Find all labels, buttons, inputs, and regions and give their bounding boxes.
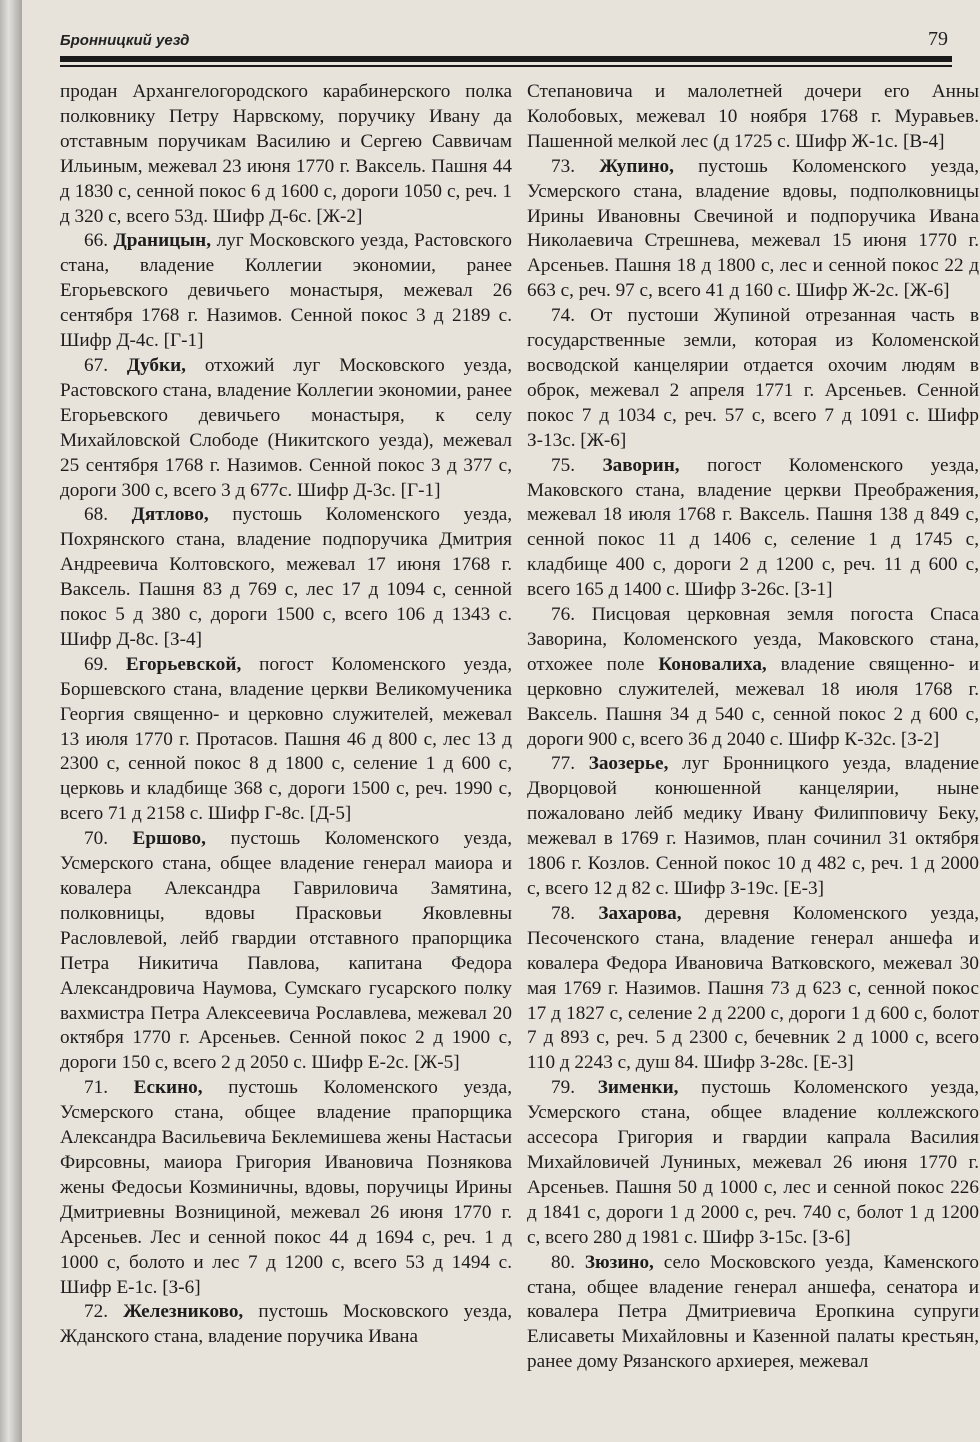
entry-paragraph [60,827,512,1076]
running-title: Бронницкий уезд [60,32,190,49]
entry-paragraph [527,80,979,155]
entry-number: 70. [84,828,133,850]
entry-text: отхожий луг Московского уезда, Растовского стана, владение Коллегии экономии, ранее Егорьевского девичьего монастыря, к селу Михайловской Слободе (Никитского уезда), межевал 25 сентября 1768 г. Назимов. Сенной покос 3 д 377 с, дороги 300 с, всего 3 д 677с. Шифр Д-3с. [Г-1] [60,354,512,501]
book-page-edge [0,0,23,1442]
header-rule [60,56,952,62]
entry-text: пустошь Коломенского уезда, Усмерского стана, общее владение коллежского ассесора Григория и гвардии капрала Василия Михайловичей Луниных, межевал 26 июня 1770 г. Арсеньев. Пашня 50 д 1000 с, лес и сенной покос 226 д 1841 с, дороги 1 д 2000 с, реч. 740 с, болот 1 д 1200 с, всего 280 д 1981 с. Шифр З-15с. [З-6] [527,1077,980,1248]
entry-text: пустошь Коломенского уезда, Усмерского стана, владение вдовы, подполковницы Ирины Ивановны Свечиной и подпоручика Ивана Николаевича Стрешнева, межевал 15 июня 1770 г. Арсеньев. Пашня 18 д 1800 с, лес и сенной покос 22 д 663 с, реч. 97 с, всего 41 д 160 с. Шифр Ж-2с. [Ж-6] [527,155,980,302]
page-number: 79 [928,28,948,50]
entry-number: 77. [551,753,589,775]
entry-name: Егорьевской, [125,653,242,675]
entry-number: 79. [551,1077,598,1099]
text-columns [50,80,980,1440]
entry-name: Заозерье, [588,753,669,775]
entry-name: Зименки, [597,1077,679,1099]
entry-name: Жупино, [599,155,674,177]
entry-paragraph [527,1076,979,1250]
entry-paragraph [527,603,979,752]
entry-text: луг Московского уезда, Растовского стана, владение Коллегии экономии, ранее Егорьевского девичьего монастыря, межевал 26 сентября 1768 г. Назимов. Сенной покос 3 д 2189 с. Шифр Д-4с. [Г-1] [60,230,512,352]
entry-name: Ескино, [133,1077,203,1099]
left-column [60,80,512,1350]
entry-name: Захарова, [598,902,682,924]
entry-name: Железниково, [123,1301,244,1323]
book-page [22,0,980,1442]
entry-number: 74. [551,305,591,327]
entry-name: Заворин, [602,454,680,476]
entry-number: 66. [84,230,114,252]
running-header [60,26,952,66]
entry-paragraph [527,304,979,453]
entry-paragraph [60,354,512,503]
entry-paragraph [60,1300,512,1350]
entry-name: Дубки, [126,354,186,376]
entry-text: пустошь Коломенского уезда, Похрянского стана, владение подпоручика Дмитрия Андреевича Колтовского, межевал 17 июня 1768 г. Ваксель. Пашня 83 д 769 с, лес 17 д 1094 с, сенной покос 5 д 380 с, дороги 1500 с, всего 106 д 1343 с. Шифр Д-8с. [З-4] [60,504,513,650]
entry-number: 71. [84,1077,134,1099]
entry-number: 72. [84,1301,124,1323]
entry-text: погост Коломенского уезда, Боршевского стана, владение церкви Великомученика Георгия священно- и церковно служителей, межевал 13 июля 1770 г. Протасов. Пашня 46 д 800 с, лес 13 д 2300 с, сенной покос 8 д 1800 с, селение 1 д 600 с, церковь и кладбище 368 с, дороги 1500 с, реч. 1990 с, всего 71 д 2158 с. Шифр Г-8с. [Д-5] [60,653,513,825]
entry-number: 76. [551,604,592,626]
entry-paragraph [60,80,512,229]
entry-number: 78. [551,902,599,924]
entry-name: Дятлово, [131,504,209,526]
entry-name: Драницын, [113,230,212,252]
entry-text: погост Коломенского уезда, Маковского стана, владение церкви Преображения, межевал 18 июля 1768 г. Ваксель. Пашня 138 д 849 с, сенной покос 11 д 1406 с, селение 1 д 1745 с, кладбище 400 с, дороги 2 д 1200 с, реч. 11 д 600 с, всего 165 д 1400 с. Шифр З-26с. [З-1] [527,454,980,601]
entry-text: Степановича и малолетней дочери его Анны Колобовых, межевал 10 ноября 1768 г. Муравьев. Пашенной мелкой лес (д 1725 с. Шифр Ж-1с. [В-4] [527,81,979,152]
entry-paragraph [60,653,512,827]
entry-paragraph [527,752,979,901]
entry-text: пустошь Московского уезда, Жданского стана, владение поручика Ивана [60,1301,513,1348]
entry-text: село Московского уезда, Каменского стана, общее владение генерал аншефа, сенатора и ковалера Петра Дмитриевича Еропкина супруги Елисаветы Михайловны и Казенной палаты крестьян, ранее дому Рязанского архиерея, межевал [527,1251,979,1373]
entry-name: Ершово, [132,828,206,850]
entry-text: Писцовая церковная земля погоста Спаса Заворина, Коломенского уезда, Маковского стана, отхожее поле Коновалиха, владение священно- и церковно служителей, межевал 18 июля 1768 г. Ваксель. Пашня 34 д 540 с, сенной покос 2 д 600 с, дороги 900 с, всего 36 д 2040 с. Шифр К-32с. [З-2] [527,604,979,750]
entry-text: луг Бронницкого уезда, владение Дворцовой конюшенной канцелярии, ныне пожаловано лейб медику Ивану Филипповичу Беку, межевал в 1769 г. Назимов, план сочинил 31 октября 1806 г. Козлов. Сенной покос 10 д 482 с, реч. 1 д 2000 с, всего 12 д 82 с. Шифр З-19с. [Е-3] [527,753,980,899]
entry-text: пустошь Коломенского уезда, Усмерского стана, общее владение генерал маиора и ковалера Александра Гавриловича Замятина, полковницы, вдовы Прасковьи Яковлевны Расловлевой, лейб гвардии отставного прапорщика Петра Никитича Павлова, капитана Федора Александровича Наумова, Сумскаго гусарского полку вахмистра Петра Алексеевича Рославлева, межевал 20 октября 1770 г. Арсеньев. Сенной покос 2 д 1900 с, дороги 150 с, всего 2 д 2050 с. Шифр Е-2с. [Ж-5] [60,828,513,1074]
entry-paragraph [527,155,979,304]
entry-number: 68. [84,504,132,526]
entry-text: деревня Коломенского уезда, Песоченского стана, владение генерал аншефа и ковалера Федора Ивановича Ватковского, межевал 30 мая 1769 г. Назимов. Пашня 73 д 623 с, сенной покос 17 д 1827 с, селение 2 д 2200 с, дороги 1 д 600 с, болот 7 д 893 с, реч. 5 д 2300 с, бечевник 2 д 1000 с, всего 110 д 2243 с, душ 84. Шифр З-28с. [Е-3] [527,902,980,1074]
entry-number: 69. [84,653,126,675]
entry-paragraph [60,503,512,652]
header-rule-thin [60,65,952,67]
entry-paragraph [60,1076,512,1300]
right-column [527,80,979,1375]
entry-paragraph [60,229,512,354]
entry-text: От пустоши Жупиной отрезанная часть в государственные земли, которая из Коломенской восводской канцелярии отдается охочим людям в оброк, межевал 2 апреля 1771 г. Арсеньев. Сенной покос 7 д 1034 с, реч. 57 с, всего 7 д 1091 с. Шифр З-13с. [Ж-6] [527,305,980,451]
entry-number: 75. [551,454,603,476]
entry-text: пустошь Коломенского уезда, Усмерского стана, общее владение прапорщика Александра Васильевича Беклемишева жены Настасьи Фирсовны, маиора Григория Ивановича Познякова жены Федосьи Козминичны, вдовы, поручицы Ирины Дмитриевны Вознициной, межевал 26 июня 1770 г. Арсеньев. Лес и сенной покос 44 д 1694 с, реч. 1 д 1000 с, болото и лес 7 д 1200 с, всего 53 д 1494 с. Шифр Е-1с. [З-6] [60,1077,512,1298]
entry-paragraph [527,1251,979,1376]
entry-text: продан Архангелогородского карабинерского полка полковнику Петру Нарвскому, поручику Ивану да отставным поручикам Василию и Сергею Саввичам Ильиным, межевал 23 июня 1770 г. Ваксель. Пашня 44 д 1830 с, сенной покос 6 д 1600 с, дороги 1050 с, реч. 1 д 320 с, всего 53д. Шифр Д-6с. [Ж-2] [60,81,512,227]
entry-number: 73. [551,155,600,177]
entry-name: Зюзино, [584,1251,654,1273]
entry-paragraph [527,902,979,1076]
entry-paragraph [527,454,979,603]
entry-number: 67. [84,354,127,376]
entry-inline-name: Коновалиха, [658,653,767,675]
entry-number: 80. [551,1251,585,1273]
